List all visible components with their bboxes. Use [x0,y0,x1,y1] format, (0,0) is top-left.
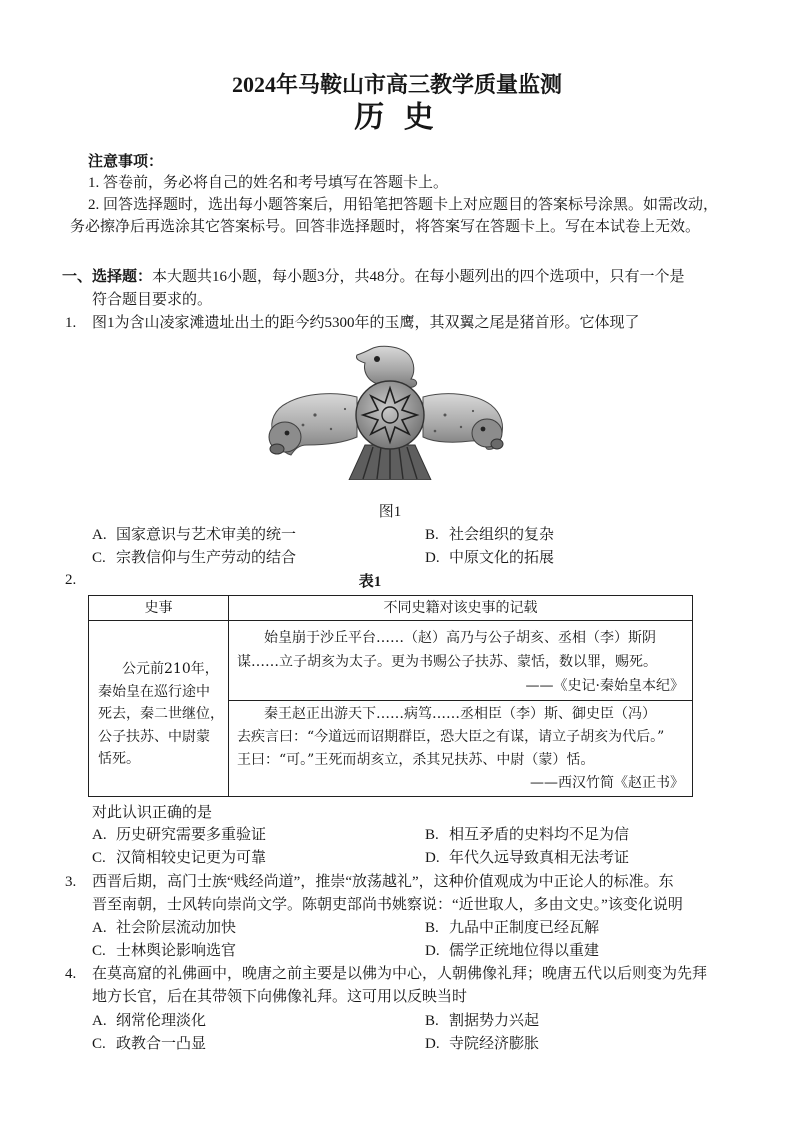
event-line: 公元前210年， [122,661,219,677]
notes-line: 务必擦净后再选涂其它答案标号。回答非选择题时，将答案写在答题卡上。写在本试卷上无效。 [70,219,701,235]
option-label: C. [92,850,106,866]
question-number: 2. [65,572,77,588]
record-line: 去疾言曰：“今道远而诏期群臣，恐大臣之有谋，请立子胡亥为代后。” [237,729,665,745]
question-stem: 地方长官，后在其带领下向佛像礼拜。这可用以反映当时 [92,989,468,1005]
option-a [92,1011,206,1031]
figure-caption: 图1 [378,504,402,520]
option-text: 相互矛盾的史料均不足为信 [449,827,630,843]
option-label: C. [92,1036,106,1052]
option-text: 汉简相较史记更为可靠 [116,850,267,866]
option-label: A. [92,827,107,843]
question-stem: 图1为含山凌家滩遗址出土的距今约5300年的玉鹰，其双翼之尾是猪首形。它体现了 [92,315,640,331]
option-a [92,918,236,938]
option-c [92,941,236,961]
record-line: 王曰：“可。”王死而胡亥立，杀其兄扶苏、中尉（蒙）恬。 [237,752,595,768]
subject-title: 历 史 [354,101,440,134]
option-text: 寺院经济膨胀 [449,1036,540,1052]
option-b [425,918,599,938]
option-text: 九品中正制度已经瓦解 [449,920,600,936]
option-c [92,548,296,568]
record-line: 谋……立子胡亥为太子。更为书赐公子扶苏、蒙恬，数以罪，赐死。 [237,654,657,670]
jade-eagle-image [265,345,505,480]
section-intro-line [62,267,685,287]
question-stem: 西晋后期，高门士族“贱经尚道”，推崇“放荡越礼”，这种价值观成为中正论人的标准。东 [92,874,674,890]
table-header-event: 史事 [89,596,229,621]
option-a [92,525,296,545]
option-label: D. [425,943,440,959]
history-records-table [88,595,693,797]
option-text: 社会组织的复杂 [449,527,555,543]
option-text: 政教合一凸显 [116,1036,207,1052]
option-text: 宗教信仰与生产劳动的结合 [116,550,297,566]
option-b [425,1011,539,1031]
option-label: B. [425,1013,439,1029]
event-line: 恬死。 [98,751,140,767]
question-stem: 在莫高窟的礼佛画中，晚唐之前主要是以佛为中心，人朝佛像礼拜；晚唐五代以后则变为先拜 [92,966,708,982]
option-label: C. [92,550,106,566]
option-label: A. [92,1013,107,1029]
option-text: 历史研究需要多重验证 [116,827,267,843]
table-header-records: 不同史籍对该史事的记载 [229,596,692,621]
option-d [425,548,554,568]
section-description: 符合题目要求的。 [92,292,213,308]
table-cell-event [89,621,229,796]
option-text: 中原文化的拓展 [449,550,555,566]
option-label: B. [425,920,439,936]
option-d [425,1034,539,1054]
option-c [92,1034,206,1054]
question-prompt: 对此认识正确的是 [92,805,213,821]
event-line: 秦始皇在巡行途中 [98,683,210,700]
table-title: 表1 [358,574,382,590]
option-text: 社会阶层流动加快 [116,920,237,936]
option-label: C. [92,943,106,959]
option-label: D. [425,1036,440,1052]
notes-line: 1. 答卷前，务必将自己的姓名和考号填写在答题卡上。 [88,175,449,191]
question-stem: 晋至南朝，士风转向崇尚文学。陈朝吏部尚书姚察说：“近世取人，多由文史。”该变化说明 [92,897,683,913]
option-text: 年代久远导致真相无法考证 [449,850,630,866]
table-cell-record-zhaozhengshu [229,701,692,796]
option-b [425,825,629,845]
option-text: 割据势力兴起 [449,1013,540,1029]
table-cell-record-shiji [229,621,692,701]
event-line: 公子扶苏、中尉蒙 [98,728,210,745]
notes-line: 2. 回答选择题时，选出每小题答案后，用铅笔把答题卡上对应题目的答案标号涂黑。如需改动， [88,197,719,213]
record-line: 始皇崩于沙丘平台……（赵）高乃与公子胡亥、丞相（李）斯阴 [264,630,656,646]
section-description: 本大题共16小题，每小题3分，共48分。在每小题列出的四个选项中，只有一个是 [152,269,685,285]
question-number: 4. [65,966,77,982]
option-text: 纲常伦理淡化 [116,1013,207,1029]
question-number: 3. [65,874,77,890]
question-number: 1. [65,315,77,331]
option-label: B. [425,827,439,843]
exam-title: 2024年马鞍山市高三教学质量监测 [231,72,562,97]
option-label: B. [425,527,439,543]
option-label: D. [425,550,440,566]
option-b [425,525,554,545]
record-line: 秦王赵正出游天下……病笃……丞相臣（李）斯、御史臣（冯） [264,706,656,722]
record-source: ——西汉竹简《赵正书》 [530,775,684,791]
option-text: 国家意识与艺术审美的统一 [116,527,297,543]
event-line: 死去，秦二世继位， [98,706,224,722]
option-d [425,848,629,868]
option-label: D. [425,850,440,866]
option-a [92,825,266,845]
option-label: A. [92,920,107,936]
option-text: 儒学正统地位得以重建 [449,943,600,959]
section-heading: 一、选择题： [62,269,153,285]
record-source: ——《史记·秦始皇本纪》 [525,678,684,694]
option-text: 士林舆论影响选官 [116,943,237,959]
option-d [425,941,599,961]
notes-heading: 注意事项： [88,154,164,170]
option-c [92,848,266,868]
option-label: A. [92,527,107,543]
